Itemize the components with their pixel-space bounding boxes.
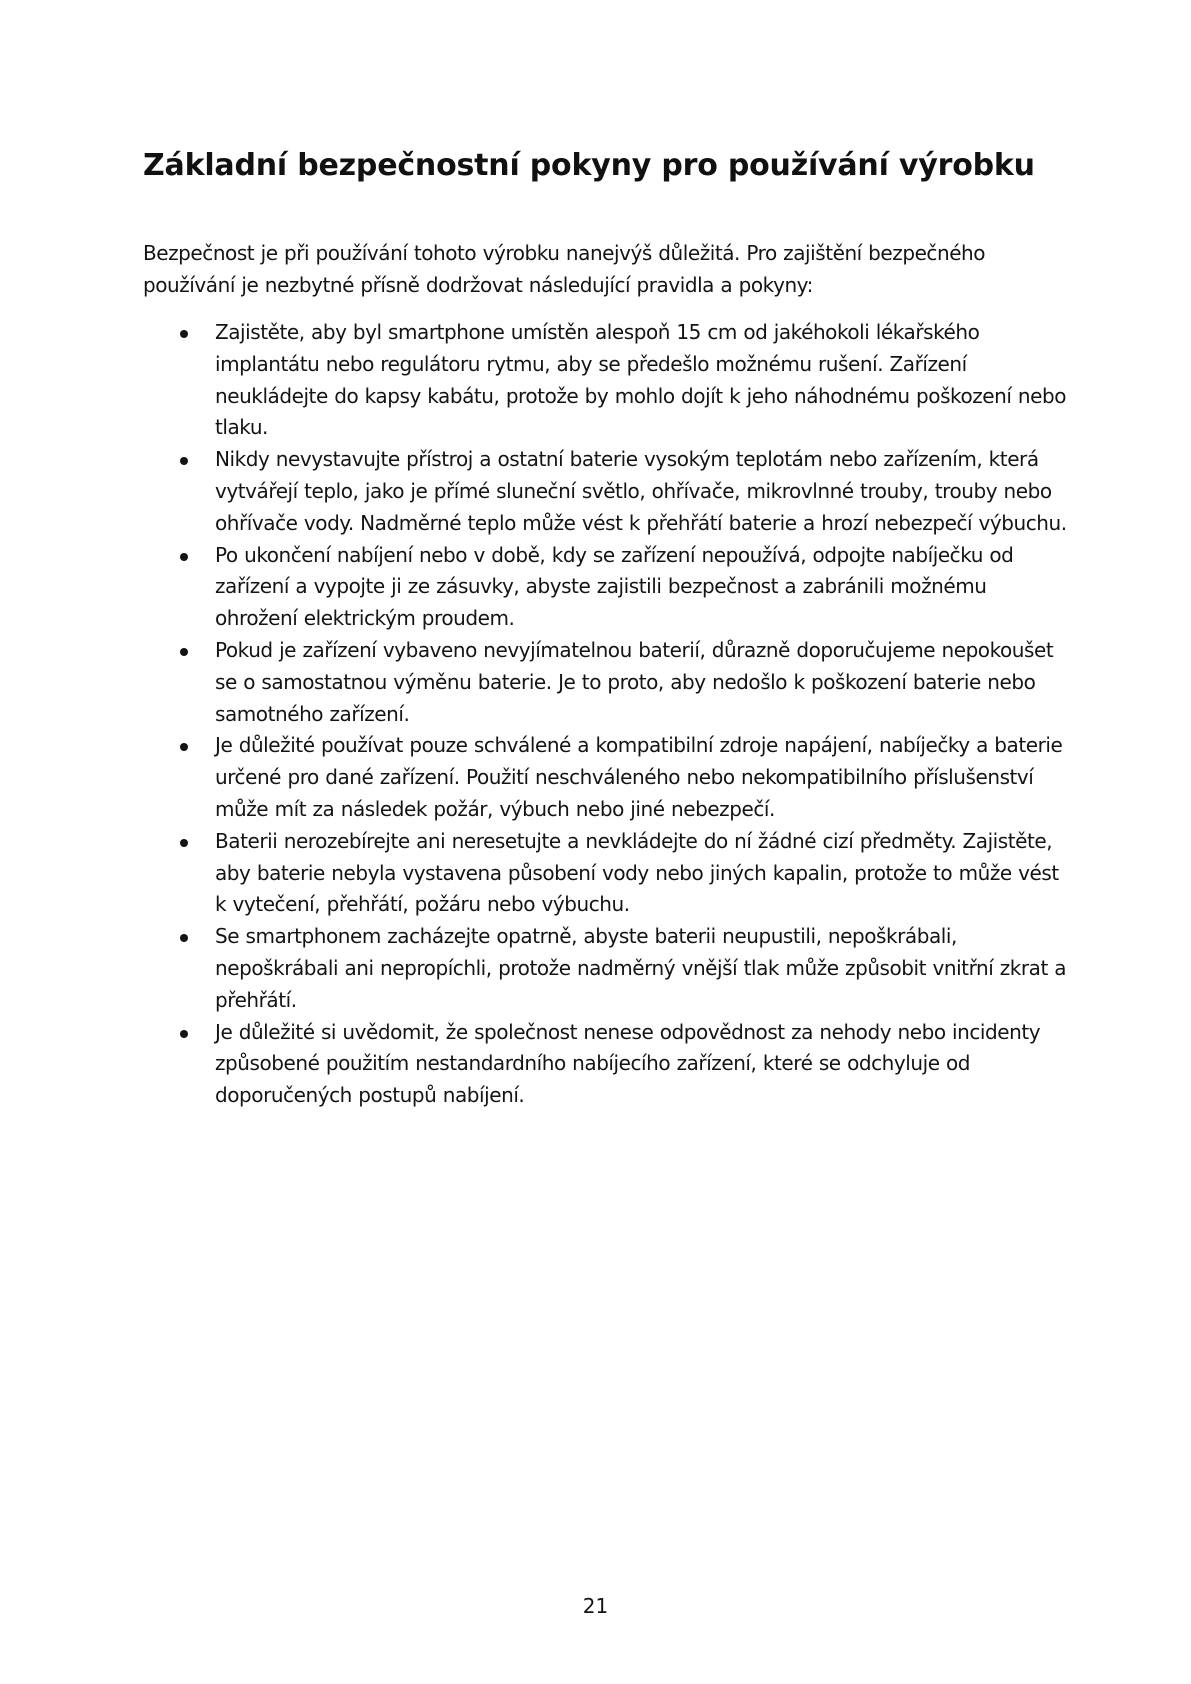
- list-item-text: Nikdy nevystavujte přístroj a ostatní baterie vysokým teplotám nebo zařízením, která vytvářejí teplo, jako je přímé sluneční světlo, ohřívače, mikrovlnné trouby, trouby nebo ohřívače vody. Nadměrné teplo může vést k přehřátí baterie a hrozí nebezpečí výbuchu.: [215, 447, 1067, 535]
- page-title: Základní bezpečnostní pokyny pro používání výrobku: [143, 148, 1035, 183]
- list-item-text: Zajistěte, aby byl smartphone umístěn alespoň 15 cm od jakéhokoli lékařského implantátu nebo regulátoru rytmu, aby se předešlo možnému rušení. Zařízení neukládejte do kapsy kabátu, protože by mohlo dojít k jeho náhodnému poškození nebo tlaku.: [215, 320, 1067, 440]
- bullet-icon: [180, 457, 188, 465]
- list-item: [143, 730, 1073, 825]
- list-item: [143, 1017, 1073, 1112]
- list-item-text: Je důležité si uvědomit, že společnost nenese odpovědnost za nehody nebo incidenty způsobené použitím nestandardního nabíjecího zařízení, které se odchyluje od doporučených postupů nabíjení.: [215, 1019, 1041, 1108]
- list-item: [143, 921, 1073, 1016]
- list-item-text: Se smartphonem zacházejte opatrně, abyste baterii neupustili, nepoškrábali, nepoškrábali ani nepropíchli, protože nadměrný vnější tlak může způsobit vnitřní zkrat a přehřátí.: [215, 924, 1067, 1012]
- list-item-text: Po ukončení nabíjení nebo v době, kdy se zařízení nepoužívá, odpojte nabíječku od zařízení a vypojte ji ze zásuvky, abyste zajistili bezpečnost a zabránili možnému ohrožení elektrickým proudem.: [215, 542, 1014, 631]
- intro-paragraph: Bezpečnost je při používání tohoto výrobku nanejvýš důležitá. Pro zajištění bezpečného používání je nezbytné přísně dodržovat následující pravidla a pokyny:: [143, 241, 986, 297]
- list-item-text: Je důležité používat pouze schválené a kompatibilní zdroje napájení, nabíječky a baterie určené pro dané zařízení. Použití neschváleného nebo nekompatibilního příslušenství může mít za následek požár, výbuch nebo jiné nebezpečí.: [215, 733, 1063, 821]
- list-item: [143, 826, 1073, 921]
- list-item: [143, 635, 1073, 730]
- list-item: [143, 317, 1073, 444]
- bullet-icon: [180, 330, 188, 338]
- list-item: [143, 444, 1073, 539]
- bullet-icon: [180, 553, 188, 561]
- list-item: [143, 540, 1073, 635]
- page-number: 21: [582, 1594, 609, 1618]
- bullet-icon: [180, 839, 188, 847]
- bullet-icon: [180, 648, 188, 656]
- list-item-text: Pokud je zařízení vybaveno nevyjímatelnou baterií, důrazně doporučujeme nepokoušet se o samostatnou výměnu baterie. Je to proto, aby nedošlo k poškození baterie nebo samotného zařízení.: [215, 637, 1054, 726]
- list-item-text: Baterii nerozebírejte ani neresetujte a nevkládejte do ní žádné cizí předměty. Zajistěte, aby baterie nebyla vystavena působení vody nebo jiných kapalin, protože to může vést k vytečení, přehřátí, požáru nebo výbuchu.: [215, 828, 1059, 917]
- bullet-icon: [180, 1030, 188, 1038]
- bullet-icon: [180, 743, 188, 751]
- bullet-icon: [180, 934, 188, 942]
- safety-instructions-list: [143, 317, 1073, 1112]
